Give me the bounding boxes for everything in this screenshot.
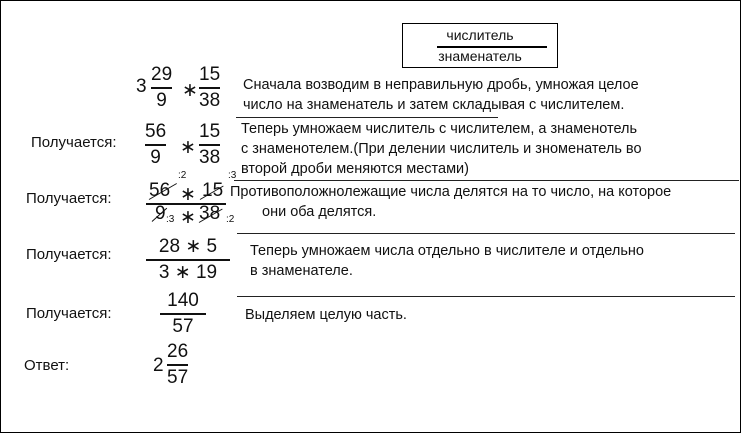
step1-fraction-2 — [199, 121, 220, 169]
fraction-bar — [160, 313, 206, 315]
step1-f2-den: 38 — [199, 147, 221, 168]
step2-multiply-sign-bottom: ∗ — [180, 207, 196, 228]
step2-multiply-sign-top: ∗ — [180, 184, 196, 205]
step2-mark-38: :2 — [226, 214, 235, 225]
step1-text-line2: с знаменотелем.(При делении числитель и зноменатель во — [241, 141, 642, 157]
step1-f1-den: 9 — [150, 147, 161, 168]
step4-text-line1: Выделяем целую часть. — [245, 307, 407, 323]
answer-whole: 2 — [153, 355, 164, 376]
legend-denominator: знаменатель — [438, 48, 522, 64]
step0-text-line1: Сначала возводим в неправильную дробь, умножая целое — [243, 77, 639, 93]
step4-den: 57 — [172, 316, 194, 337]
step1-f2-num: 15 — [199, 121, 221, 142]
step1-fraction-1 — [145, 121, 166, 169]
step2-num-right: 15 — [202, 180, 224, 201]
answer-label: Ответ: — [24, 357, 70, 374]
fraction-bar — [145, 144, 166, 146]
step4-fraction — [160, 290, 206, 338]
step1-text-line1: Теперь умножаем числитель с числителем, а знаменотель — [241, 121, 638, 137]
step1-f1-num: 56 — [145, 121, 167, 142]
answer-den: 57 — [167, 367, 189, 388]
step3-fraction — [146, 236, 230, 284]
step0-multiply-sign: ∗ — [182, 80, 198, 101]
step3-text-line1: Теперь умножаем числа отдельно в числителе и отдельно — [250, 243, 644, 259]
divider-line — [237, 296, 735, 297]
step0-fraction-2 — [199, 64, 220, 112]
legend-box — [402, 23, 558, 68]
step0-text-line2: число на знаменатель и затем складывая с числителем. — [243, 97, 625, 113]
divider-line — [234, 180, 739, 181]
step2-mark-56: :2 — [178, 170, 187, 181]
step2-mark-15: :3 — [228, 170, 237, 181]
step3-den: 3 ∗ 19 — [158, 262, 218, 283]
step0-f1-den: 9 — [156, 90, 167, 111]
step0-whole: 3 — [136, 76, 147, 97]
step0-f2-den: 38 — [199, 90, 221, 111]
legend-numerator: числитель — [446, 27, 514, 43]
step2-den-left: 9 — [155, 203, 166, 224]
divider-line — [236, 117, 498, 118]
step4-num: 140 — [167, 290, 199, 311]
fraction-bar — [167, 364, 188, 366]
fraction-bar — [199, 87, 220, 89]
step0-f1-num: 29 — [151, 64, 173, 85]
step3-label: Получается: — [26, 246, 112, 263]
answer-fraction — [167, 341, 188, 389]
step2-num-left: 56 — [149, 180, 171, 201]
step2-text-line2: они оба делятся. — [262, 204, 377, 220]
step0-fraction-1 — [151, 64, 172, 112]
step2-label: Получается: — [26, 190, 112, 207]
step2-text-line1: Противоположнолежащие числа делятся на то число, на которое — [230, 184, 672, 200]
step0-f2-num: 15 — [199, 64, 221, 85]
step1-multiply-sign: ∗ — [180, 137, 196, 158]
step1-text-line3: второй дроби меняются местами) — [241, 161, 469, 177]
fraction-bar — [146, 259, 230, 261]
answer-num: 26 — [167, 341, 189, 362]
fraction-bar — [199, 144, 220, 146]
step2-den-right: 38 — [199, 203, 221, 224]
divider-line — [237, 233, 735, 234]
step1-label: Получается: — [31, 134, 117, 151]
step3-num: 28 ∗ 5 — [158, 236, 218, 257]
step4-label: Получается: — [26, 305, 112, 322]
fraction-bar — [151, 87, 172, 89]
step2-mark-9: :3 — [166, 214, 175, 225]
step3-text-line2: в знаменателе. — [250, 263, 353, 279]
